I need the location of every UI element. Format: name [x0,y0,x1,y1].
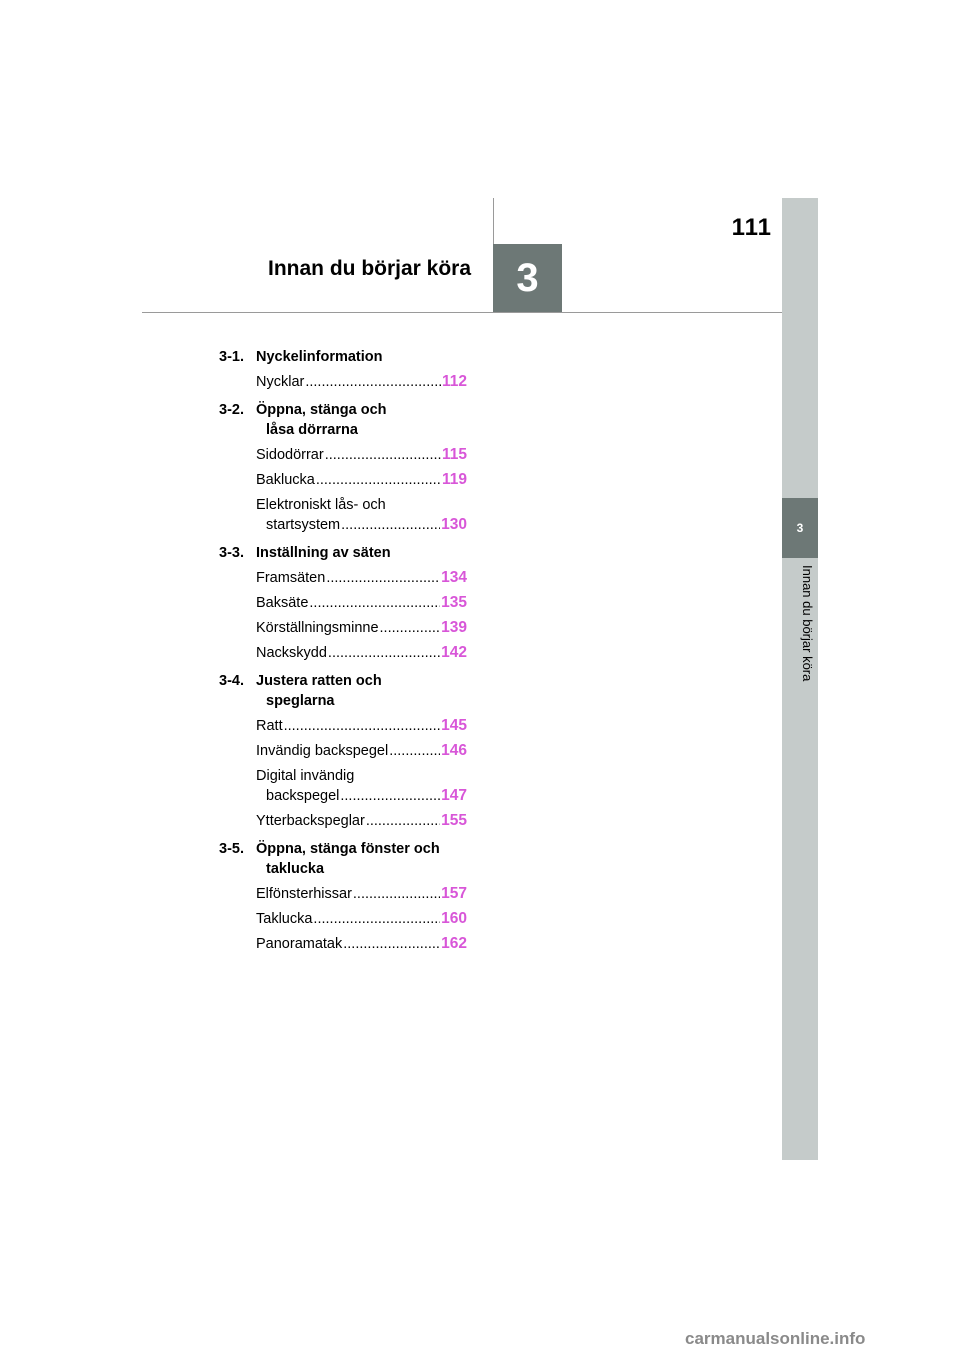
toc-section-title [219,543,467,563]
toc-entry[interactable] [256,372,467,392]
toc-page-link[interactable]: 115 [441,446,467,463]
toc-page-link[interactable]: 135 [441,594,467,611]
toc-entry-label: backspegel [266,788,340,804]
table-of-contents [219,347,467,962]
toc-entry[interactable] [256,716,467,736]
dot-leader [328,643,440,663]
toc-entry-label: Elektroniskt lås- och [256,497,386,513]
toc-page-link[interactable]: 155 [441,812,467,829]
toc-section-title-line: Öppna, stänga fönster och [256,841,440,857]
toc-entry-label: Nycklar [256,374,305,390]
chapter-title: Innan du börjar köra [268,257,472,280]
toc-entry[interactable] [256,618,467,638]
toc-section-title [219,671,467,711]
toc-entry-label: Elfönsterhissar [256,886,352,902]
toc-entry-label: Baksäte [256,595,309,611]
toc-entry-label: Framsäten [256,570,326,586]
dot-leader [389,741,440,761]
toc-page-link[interactable]: 162 [441,935,467,952]
toc-entry-label: Nackskydd [256,645,327,661]
toc-page-link[interactable]: 134 [441,569,467,586]
toc-section-title [219,400,467,440]
toc-section-number: 3-2. [219,402,244,418]
toc-section-number: 3-1. [219,349,244,365]
toc-entry[interactable] [256,741,467,761]
toc-entry[interactable] [256,884,467,904]
toc-entry-label: Panoramatak [256,936,343,952]
toc-page-link[interactable]: 130 [441,516,467,533]
toc-entry[interactable] [256,643,467,663]
toc-entry-label: startsystem [266,517,341,533]
dot-leader [343,934,440,954]
dot-leader [366,811,440,831]
toc-section-title-line: Öppna, stänga och [256,402,387,418]
dot-leader [316,470,441,490]
toc-entry[interactable] [256,593,467,613]
page-number: 111 [731,214,772,241]
toc-section-title-line: Inställning av säten [256,545,391,561]
toc-entry-label: Sidodörrar [256,447,324,463]
toc-section-title-line: taklucka [266,861,325,877]
toc-entry[interactable] [256,934,467,954]
toc-entry-label: Ytterbackspeglar [256,813,365,829]
toc-page-link[interactable]: 146 [441,742,467,759]
toc-entry-label: Ratt [256,718,283,734]
toc-entry-label: Digital invändig [256,768,355,784]
dot-leader [380,618,441,638]
dot-leader [340,786,440,806]
toc-entry[interactable] [256,811,467,831]
toc-section-title-line: Justera ratten och [256,673,382,689]
toc-section [219,543,467,663]
toc-entry[interactable] [256,568,467,588]
toc-section [219,839,467,954]
toc-section-number: 3-4. [219,673,244,689]
toc-page-link[interactable]: 145 [441,717,467,734]
toc-entry-label: Baklucka [256,472,315,488]
toc-entry-label: Taklucka [256,911,313,927]
toc-section-number: 3-5. [219,841,244,857]
dot-leader [353,884,440,904]
side-tab-label: Innan du börjar köra [800,565,815,682]
dot-leader [284,716,441,736]
dot-leader [309,593,440,613]
toc-entry[interactable] [256,909,467,929]
dot-leader [313,909,440,929]
toc-page-link[interactable]: 139 [441,619,467,636]
toc-entry[interactable] [256,766,467,806]
toc-entry[interactable] [256,445,467,465]
toc-section [219,400,467,535]
toc-page-link[interactable]: 157 [441,885,467,902]
toc-page-link[interactable]: 160 [441,910,467,927]
toc-section-title [219,839,467,879]
toc-entry-label: Körställningsminne [256,620,379,636]
header-divider-horizontal [142,312,782,313]
toc-entry-label: Invändig backspegel [256,743,389,759]
dot-leader [305,372,441,392]
toc-page-link[interactable]: 147 [441,787,467,804]
chapter-number-box: 3 [493,244,562,313]
toc-page-link[interactable]: 112 [441,373,467,390]
toc-section-title-line: speglarna [266,693,335,709]
dot-leader [326,568,440,588]
toc-page-link[interactable]: 142 [441,644,467,661]
header-divider-vertical [493,198,494,244]
toc-section [219,347,467,392]
dot-leader [341,515,440,535]
watermark: carmanualsonline.info [685,1329,866,1348]
toc-section-title-line: Nyckelinformation [256,349,383,365]
toc-entry[interactable] [256,495,467,535]
toc-section-number: 3-3. [219,545,244,561]
side-tab-number[interactable]: 3 [782,498,818,558]
toc-section-title [219,347,467,367]
dot-leader [325,445,441,465]
toc-section-title-line: låsa dörrarna [266,422,358,438]
toc-page-link[interactable]: 119 [441,471,467,488]
toc-entry[interactable] [256,470,467,490]
toc-section [219,671,467,831]
